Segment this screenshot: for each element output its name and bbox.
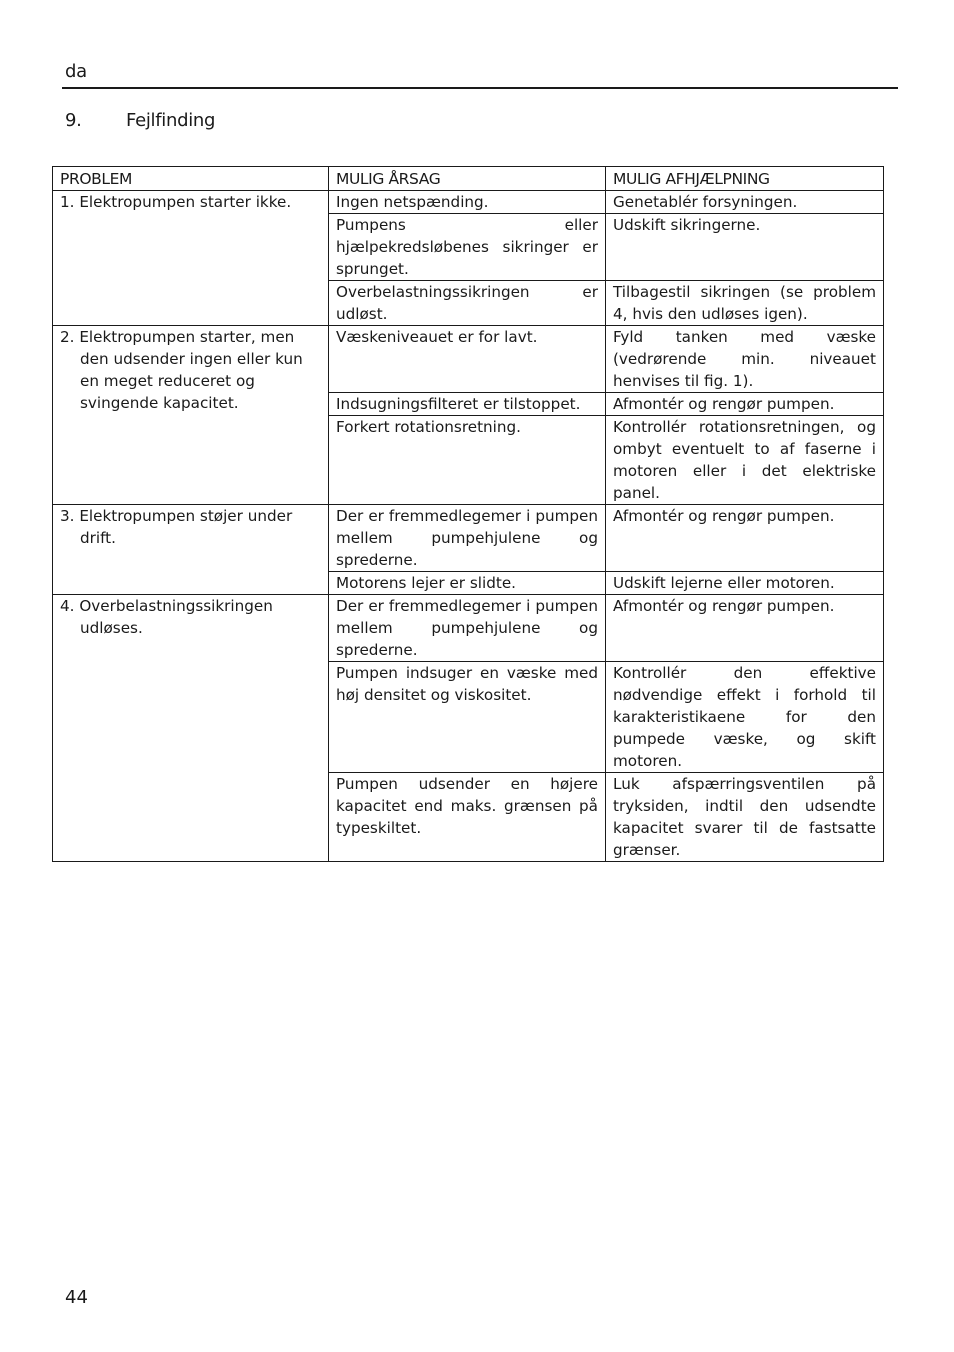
table-row (53, 595, 884, 662)
table-row (53, 326, 884, 393)
problem-cell: 1. Elektropumpen starter ikke. (53, 191, 329, 326)
cause-cell: Forkert rotationsretning. (329, 416, 606, 505)
remedy-cell: Tilbagestil sikringen (se problem 4, hvis den udløses igen). (606, 281, 884, 326)
cause-cell: Væskeniveauet er for lavt. (329, 326, 606, 393)
cause-cell: Indsugningsfilteret er tilstoppet. (329, 393, 606, 416)
section-number: 9. (65, 110, 82, 131)
language-code: da (65, 61, 87, 82)
cause-cell: Pumpens eller hjælpekredsløbenes sikringer er sprunget. (329, 214, 606, 281)
troubleshooting-table (52, 166, 884, 862)
header-cause: MULIG ÅRSAG (329, 167, 606, 191)
remedy-cell: Afmontér og rengør pumpen. (606, 595, 884, 662)
remedy-cell: Udskift sikringerne. (606, 214, 884, 281)
remedy-cell: Kontrollér den effektive nødvendige effekt i forhold til karakteristikaene for den pumpede væske, og skift motoren. (606, 662, 884, 773)
cause-cell: Motorens lejer er slidte. (329, 572, 606, 595)
cause-cell: Der er fremmedlegemer i pumpen mellem pumpehjulene og sprederne. (329, 505, 606, 572)
table-row (53, 505, 884, 572)
section-heading (65, 110, 215, 131)
remedy-cell: Luk afspærringsventilen på tryksiden, indtil den udsendte kapacitet svarer til de fastsatte grænser. (606, 773, 884, 862)
remedy-cell: Kontrollér rotationsretningen, og ombyt eventuelt to af faserne i motoren eller i det elektriske panel. (606, 416, 884, 505)
cause-cell: Overbelastningssikringen er udløst. (329, 281, 606, 326)
header-remedy: MULIG AFHJÆLPNING (606, 167, 884, 191)
problem-cell: 4. Overbelastningssikringen udløses. (53, 595, 329, 862)
table-row (53, 191, 884, 214)
page-number: 44 (65, 1287, 88, 1308)
remedy-cell: Afmontér og rengør pumpen. (606, 393, 884, 416)
cause-cell: Der er fremmedlegemer i pumpen mellem pumpehjulene og sprederne. (329, 595, 606, 662)
header-rule (62, 87, 898, 89)
cause-cell: Pumpen udsender en højere kapacitet end maks. grænsen på typeskiltet. (329, 773, 606, 862)
problem-cell: 2. Elektropumpen starter, men den udsender ingen eller kun en meget reduceret og svingende kapacitet. (53, 326, 329, 505)
remedy-cell: Afmontér og rengør pumpen. (606, 505, 884, 572)
cause-cell: Pumpen indsuger en væske med høj densitet og viskositet. (329, 662, 606, 773)
section-title: Fejlfinding (126, 110, 216, 131)
cause-cell: Ingen netspænding. (329, 191, 606, 214)
header-problem: PROBLEM (53, 167, 329, 191)
remedy-cell: Fyld tanken med væske (vedrørende min. niveauet henvises til fig. 1). (606, 326, 884, 393)
problem-cell: 3. Elektropumpen støjer under drift. (53, 505, 329, 595)
remedy-cell: Genetablér forsyningen. (606, 191, 884, 214)
remedy-cell: Udskift lejerne eller motoren. (606, 572, 884, 595)
table-header-row (53, 167, 884, 191)
